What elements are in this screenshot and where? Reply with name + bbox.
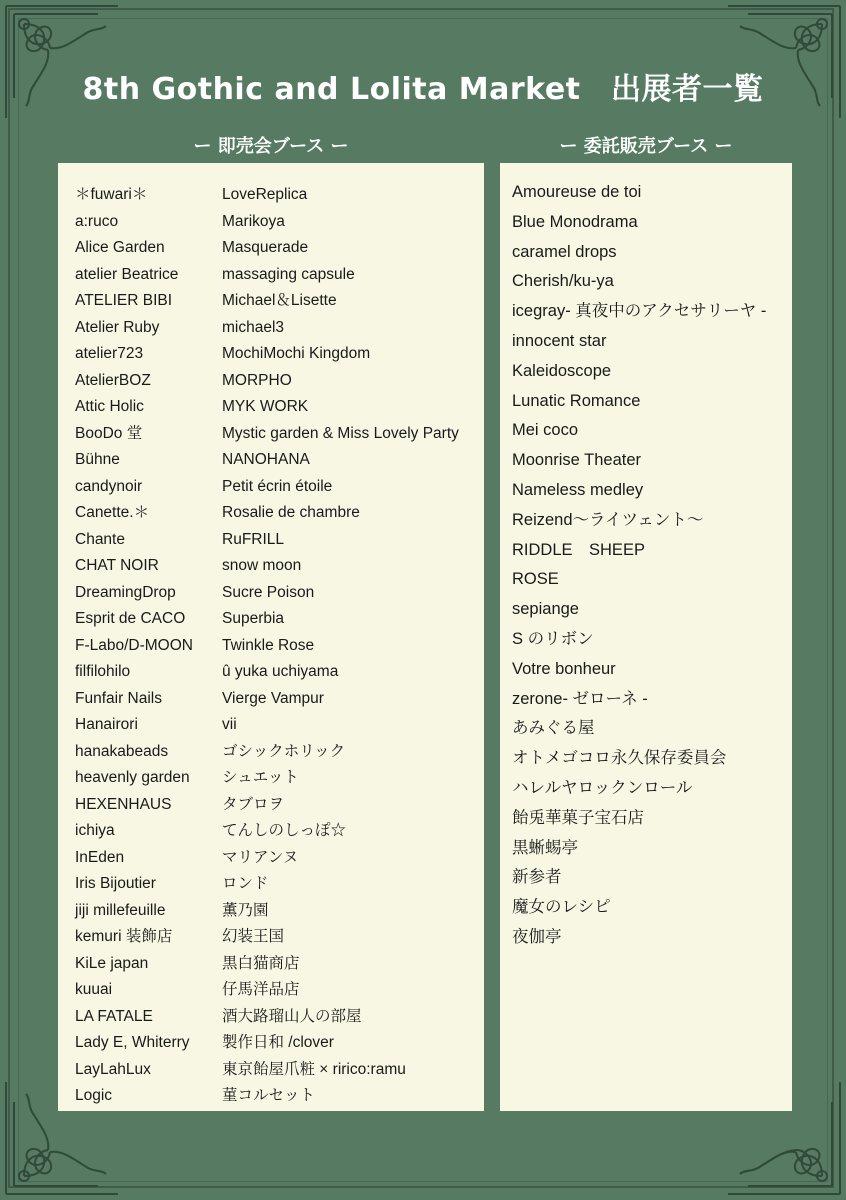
exhibitor-list-item: ハレルヤロックンロール [512, 778, 693, 797]
live-sale-column-2 [222, 182, 459, 1110]
exhibitor-list-item: RuFRILL [222, 530, 285, 548]
live-sale-section-label: ー 即売会ブース ー [193, 136, 349, 157]
exhibitor-list-item: MYK WORK [222, 398, 309, 415]
exhibitor-list-item: NANOHANA [222, 451, 310, 468]
exhibitor-list-item: Mystic garden & Miss Lovely Party [222, 424, 459, 442]
exhibitor-list-item: heavenly garden [75, 769, 190, 786]
exhibitor-list-item: Petit écrin étoile [222, 477, 333, 495]
exhibitor-list-item: MochiMochi Kingdom [222, 345, 371, 362]
exhibitor-list-item: 薫乃園 [222, 901, 269, 919]
exhibitor-list-item: Twinkle Rose [222, 636, 315, 654]
exhibitor-list-item: michael3 [222, 318, 285, 336]
exhibitor-list-item: Cherish/ku-ya [512, 272, 614, 291]
exhibitor-list-item: ATELIER BIBI [75, 292, 173, 309]
exhibitor-list-item: 幻装王国 [222, 928, 285, 945]
exhibitor-list-item: 酒大路瑠山人の部屋 [222, 1007, 362, 1025]
exhibitor-list-item: Mei coco [512, 421, 579, 440]
exhibitor-list-item: Lunatic Romance [512, 391, 641, 410]
exhibitor-list-item: Esprit de CACO [75, 610, 186, 627]
exhibitor-list-item: hanakabeads [75, 742, 169, 760]
exhibitor-list-item: CHAT NOIR [75, 557, 159, 574]
exhibitor-list-item: あみぐる屋 [512, 719, 595, 738]
exhibitor-list-item: Vierge Vampur [222, 689, 324, 707]
exhibitor-list-item: 仔馬洋品店 [222, 981, 300, 998]
exhibitor-list-item: F-Labo/D-MOON [75, 636, 193, 654]
exhibitor-list-item: ichiya [75, 822, 115, 839]
exhibitor-list-item: 新参者 [512, 868, 562, 887]
exhibitor-list-item: LoveReplica [222, 186, 308, 203]
exhibitor-list-item: Marikoya [222, 212, 285, 230]
exhibitor-list-item: Funfair Nails [75, 689, 162, 707]
exhibitor-list-item: ゴシックホリック [222, 742, 346, 760]
exhibitor-list-item: タブロヲ [222, 795, 285, 813]
exhibitor-list-item: 魔女のレシピ [512, 898, 611, 917]
exhibitor-list-item: Amoureuse de toi [512, 183, 642, 201]
exhibitor-list-item: MORPHO [222, 371, 292, 389]
exhibitor-list-item: LayLahLux [75, 1060, 151, 1078]
exhibitor-list-item: Canette.＊ [75, 504, 150, 521]
exhibitor-list-item: マリアンヌ [222, 848, 299, 866]
exhibitor-list-item: S のリボン [512, 629, 594, 648]
exhibitor-list-item: Atelier Ruby [75, 318, 160, 336]
exhibitor-list-item: kuuai [75, 981, 113, 998]
exhibitor-list-item: Chante [75, 530, 125, 548]
live-sale-panel [58, 163, 484, 1111]
exhibitor-list-item: candynoir [75, 477, 143, 495]
consignment-list [512, 178, 766, 953]
exhibitor-list-item: jiji millefeuille [75, 901, 166, 919]
exhibitor-list-item: BooDo 堂 [75, 424, 143, 442]
exhibitor-list-item: Kaleidoscope [512, 361, 612, 380]
exhibitor-list-item: Superbia [222, 610, 285, 627]
exhibitor-list-item: filfilohilo [75, 663, 131, 680]
exhibitor-list-item: ＊fuwari＊ [75, 186, 148, 203]
exhibitor-list-item: 東京飴屋爪粧 × ririco:ramu [222, 1060, 406, 1078]
exhibitor-list-item: a:ruco [75, 212, 119, 230]
exhibitor-list-item: Rosalie de chambre [222, 504, 360, 521]
exhibitor-list-item: AtelierBOZ [75, 371, 151, 389]
exhibitor-list-item: Iris Bijoutier [75, 875, 156, 892]
exhibitor-list-item: DreamingDrop [75, 583, 176, 601]
exhibitor-list-item: Alice Garden [75, 239, 165, 256]
exhibitor-list-item: 製作日和 /clover [222, 1034, 334, 1051]
exhibitor-list-item: massaging capsule [222, 265, 355, 283]
exhibitor-list-item: Attic Holic [75, 398, 144, 415]
exhibitor-list-item: Nameless medley [512, 480, 644, 499]
exhibitor-list-item: icegray- 真夜中のアクセサリーヤ - [512, 302, 767, 321]
exhibitor-list-item: Michael＆Lisette [222, 292, 337, 309]
exhibitor-list-item: 飴兎華菓子宝石店 [512, 808, 644, 827]
exhibitor-list-item: atelier Beatrice [75, 265, 179, 283]
exhibitor-list-item: 黒蜥蜴亭 [512, 838, 578, 857]
exhibitor-list-item: Masquerade [222, 239, 309, 256]
exhibitor-list-item: Hanairori [75, 716, 138, 733]
exhibitor-list-item: kemuri 装飾店 [75, 928, 173, 945]
exhibitor-list-item: てんしのしっぽ☆ [222, 822, 347, 839]
exhibitor-list-item: Blue Monodrama [512, 212, 638, 231]
exhibitor-list-item: atelier723 [75, 345, 144, 362]
exhibitor-list-item: HEXENHAUS [75, 795, 172, 813]
exhibitor-list-item: KiLe japan [75, 954, 149, 972]
exhibitor-list-item: 黒白猫商店 [222, 954, 300, 972]
exhibitor-list-item: オトメゴコロ永久保存委員会 [512, 749, 727, 768]
exhibitor-list-item: snow moon [222, 557, 302, 574]
exhibitor-list-item: Reizend～ライツェント～ [512, 510, 704, 529]
exhibitor-list-item: RIDDLE SHEEP [512, 540, 645, 559]
exhibitor-list-item: Sucre Poison [222, 583, 315, 601]
exhibitor-list-item: Moonrise Theater [512, 451, 642, 470]
exhibitor-list-item: LA FATALE [75, 1007, 153, 1025]
exhibitor-list-item: Logic [75, 1087, 113, 1104]
exhibitor-list-item: 菫コルセット [222, 1087, 316, 1104]
exhibitor-list-item: InEden [75, 848, 125, 866]
exhibitor-list-item: ROSE [512, 570, 559, 589]
live-sale-column-1 [75, 182, 193, 1110]
exhibitor-list-item: 夜伽亭 [512, 927, 562, 946]
consignment-section-label: ー 委託販売ブース ー [559, 136, 733, 157]
consignment-panel [500, 163, 792, 1111]
exhibitor-list-item: Lady E, Whiterry [75, 1034, 190, 1051]
exhibitor-list-item: シュエット [222, 769, 299, 786]
exhibitor-list-item: zerone- ゼローネ - [512, 689, 648, 708]
exhibitor-list-item: sepiange [512, 600, 579, 619]
exhibitor-list-item: vii [222, 716, 237, 733]
exhibitor-list-item: û yuka uchiyama [222, 663, 339, 680]
exhibitor-list-item: Votre bonheur [512, 659, 616, 678]
exhibitor-list-item: caramel drops [512, 242, 617, 261]
exhibitor-list-item: innocent star [512, 331, 607, 350]
page-title: 8th Gothic and Lolita Market 出展者一覧 [82, 72, 764, 107]
exhibitor-list-item: Bühne [75, 451, 120, 468]
exhibitor-list-item: ロンド [222, 875, 269, 892]
